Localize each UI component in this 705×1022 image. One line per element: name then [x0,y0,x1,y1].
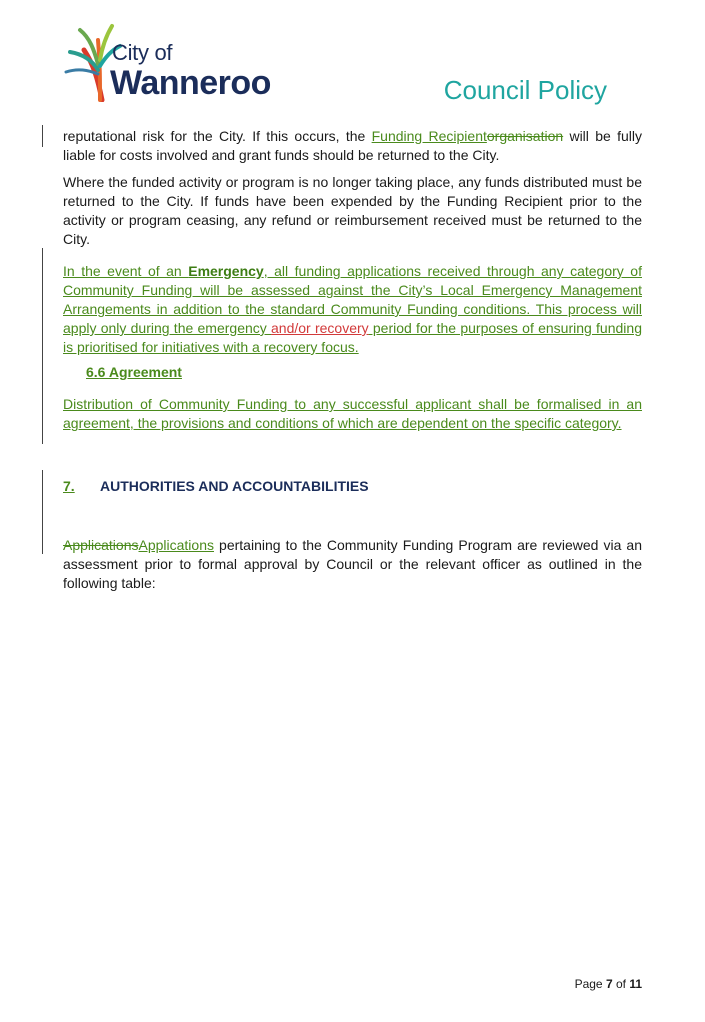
page-label: Page [574,977,606,991]
tracked-insertion: Funding Recipient [371,128,487,144]
tracked-deletion: organisation [486,128,564,144]
paragraph-funds-returned: Where the funded activity or program is no longer taking place, any funds distributed must be returned to the City. If funds have been expended by the Funding Recipient prior to the activity or program ceasing, any refund or reimbursement received must be returned to the City. [63,174,642,247]
tracked-insertion-red: and/or recovery [271,320,369,336]
current-page: 7 [605,977,613,991]
city-of-wanneroo-logo [64,20,294,102]
tracked-deletion: Applications [63,537,139,553]
section-6-6-heading: 6.6 Agreement [86,364,182,380]
paragraph-applications-reviewed [63,536,642,593]
text-run: , all funding applications received through any category of Community Funding will be assessed against the City’s Local Emergency Management Arrangements in addition to the standard Community Funding conditions. This process will apply only during the emergency [63,263,642,336]
section-7-heading [63,478,369,494]
revision-change-bar [42,248,43,444]
text-run: period for the purposes of ensuring funding is prioritised for initiatives with a recovery focus. [63,320,642,355]
of-label: of [612,977,630,991]
logo-line-wanneroo: Wanneroo [110,64,271,102]
tracked-insertion: Applications [138,537,214,553]
text-run: In the event of an [63,263,189,279]
text-run: reputational risk for the City. If this occurs, the [63,128,372,144]
logo-line-city-of: City of [112,40,173,65]
page-number-footer [575,977,642,991]
document-type-heading: Council Policy [443,75,607,105]
section-title: AUTHORITIES AND ACCOUNTABILITIES [100,478,369,494]
total-pages: 11 [629,977,642,991]
text-run: will be fully liable for costs involved and grant funds should be returned to the City. [63,128,642,163]
revision-change-bar [42,125,43,147]
revision-change-bar [42,470,43,554]
paragraph-reputational-risk [63,127,642,165]
paragraph-emergency-funding [63,262,642,357]
paragraph-agreement: Distribution of Community Funding to any successful applicant shall be formalised in an agreement, the provisions and conditions of which are dependent on the specific category. [63,396,642,431]
text-run: pertaining to the Community Funding Program are reviewed via an assessment prior to formal approval by Council or the relevant officer as outlined in the following table: [63,537,642,591]
emergency-term: Emergency [188,263,264,279]
section-number: 7. [63,478,75,494]
